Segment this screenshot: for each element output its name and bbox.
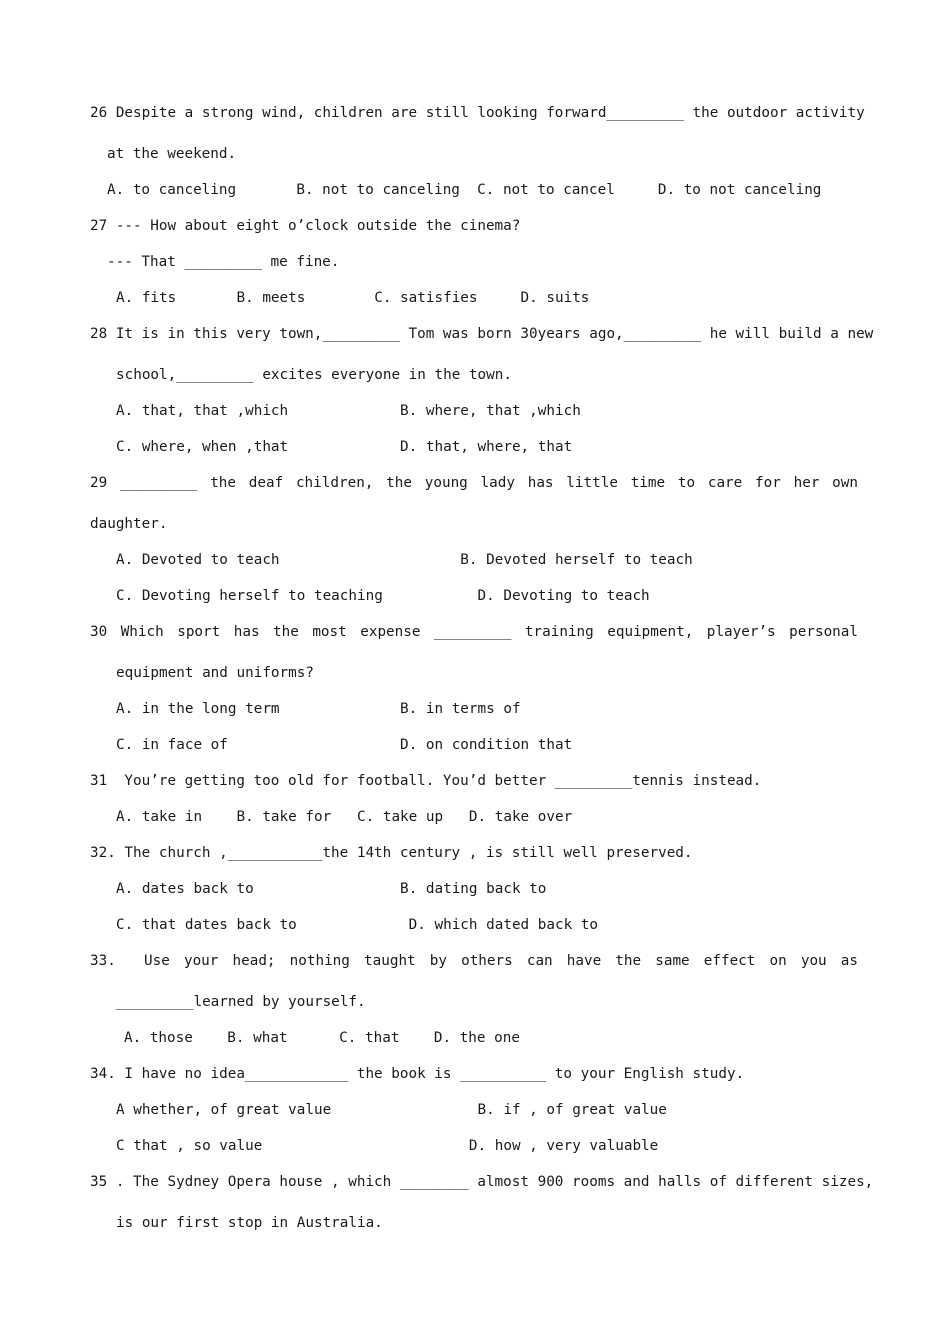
q33-stem-line1: 33. Use your head; nothing taught by others can have the same effect on you as bbox=[90, 953, 858, 969]
q28-options-row1: A. that, that ,which B. where, that ,which bbox=[116, 403, 581, 419]
q33-options: A. those B. what C. that D. the one bbox=[124, 1030, 520, 1046]
q26-options: A. to canceling B. not to canceling C. not to cancel D. to not canceling bbox=[107, 182, 822, 198]
q31-options: A. take in B. take for C. take up D. take over bbox=[116, 809, 573, 825]
q28-options-row2: C. where, when ,that D. that, where, that bbox=[116, 439, 573, 455]
q29-options-row1: A. Devoted to teach B. Devoted herself to teach bbox=[116, 552, 693, 568]
q32-options-row1: A. dates back to B. dating back to bbox=[116, 881, 547, 897]
q26-stem-line2: at the weekend. bbox=[107, 146, 237, 162]
q31-stem-line1: 31 You’re getting too old for football. You’d better _________tennis instead. bbox=[90, 773, 762, 789]
q32-stem-line1: 32. The church ,___________the 14th century , is still well preserved. bbox=[90, 845, 693, 861]
q27-stem-line1: 27 --- How about eight o’clock outside the cinema? bbox=[90, 218, 521, 234]
q33-stem-line2: _________learned by yourself. bbox=[116, 994, 366, 1010]
q27-options: A. fits B. meets C. satisfies D. suits bbox=[116, 290, 590, 306]
q32-options-row2: C. that dates back to D. which dated back to bbox=[116, 917, 599, 933]
q34-options-row2: C that , so value D. how , very valuable bbox=[116, 1138, 659, 1154]
q27-stem-line2: --- That _________ me fine. bbox=[107, 254, 340, 270]
q26-stem-line1: 26 Despite a strong wind, children are still looking forward_________ the outdoor activity bbox=[90, 105, 865, 121]
q28-stem-line2: school,_________ excites everyone in the town. bbox=[116, 367, 512, 383]
q30-options-row2: C. in face of D. on condition that bbox=[116, 737, 573, 753]
q30-options-row1: A. in the long term B. in terms of bbox=[116, 701, 521, 717]
q28-stem-line1: 28 It is in this very town,_________ Tom was born 30years ago,_________ he will build a new bbox=[90, 326, 874, 342]
q29-stem-line1: 29 _________ the deaf children, the young lady has little time to care for her own bbox=[90, 475, 858, 491]
q29-stem-line2: daughter. bbox=[90, 516, 168, 532]
q35-stem-line1: 35 . The Sydney Opera house , which ________ almost 900 rooms and halls of different sizes, bbox=[90, 1174, 874, 1190]
q34-stem-line1: 34. I have no idea____________ the book is __________ to your English study. bbox=[90, 1066, 745, 1082]
q30-stem-line1: 30 Which sport has the most expense _________ training equipment, player’s personal bbox=[90, 624, 858, 640]
q30-stem-line2: equipment and uniforms? bbox=[116, 665, 314, 681]
q29-options-row2: C. Devoting herself to teaching D. Devoting to teach bbox=[116, 588, 650, 604]
q34-options-row1: A whether, of great value B. if , of great value bbox=[116, 1102, 667, 1118]
q35-stem-line2: is our first stop in Australia. bbox=[116, 1215, 383, 1231]
